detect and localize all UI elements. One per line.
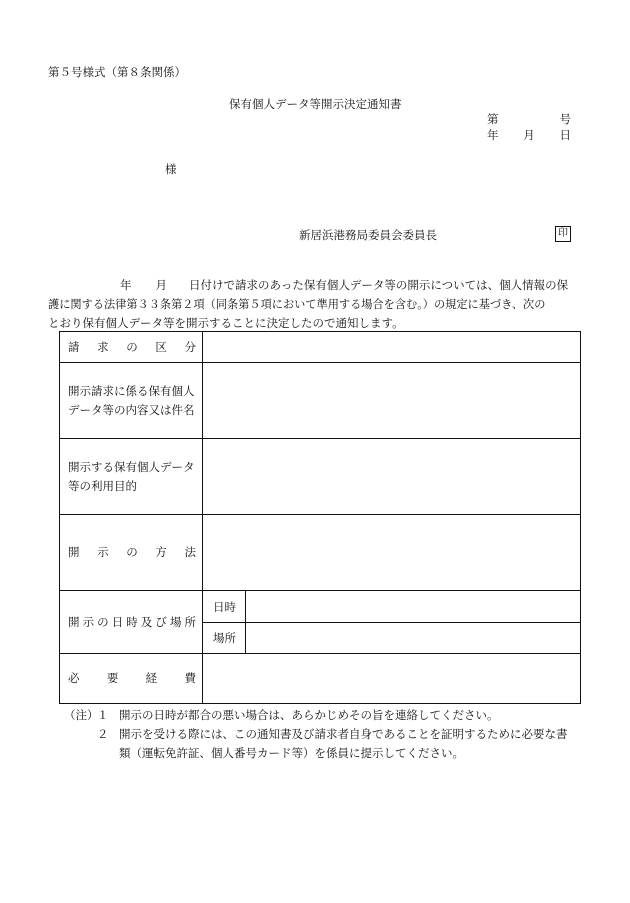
note-number: ２ [97, 727, 109, 741]
row-content [60, 363, 581, 439]
issue-date-month: 月 [523, 128, 535, 142]
document-title: 保有個人データ等開示決定通知書 [229, 97, 402, 111]
issuer-name: 新居浜港務局委員会委員長 [299, 228, 437, 242]
value-content[interactable] [203, 363, 581, 439]
body-line-3: とおり保有個人データ等を開示することに決定したので通知します。 [48, 316, 404, 330]
form-number: 第５号様式（第８条関係） [48, 65, 186, 79]
body-date-year: 年 [120, 278, 132, 292]
label-purpose: 開示する保有個人データ 等の利用目的 [60, 439, 203, 515]
label-datetime-place: 開 示 の 日 時 及 び 場 所 [60, 591, 203, 654]
body-line-1 [48, 276, 583, 295]
seal-mark: 印 [555, 226, 571, 242]
label-cost: 必 要 経 費 [60, 654, 203, 704]
row-method [60, 515, 581, 591]
label-method: 開 示 の 方 法 [60, 515, 203, 591]
row-request-type [60, 332, 581, 363]
sublabel-datetime: 日時 [203, 591, 246, 623]
row-datetime [60, 591, 581, 623]
sublabel-place: 場所 [203, 623, 246, 654]
notes-section [64, 706, 594, 763]
body-line-1-text: 日付けで請求のあった保有個人データ等の開示については、個人情報の保 [189, 278, 569, 292]
value-request-type[interactable] [203, 332, 581, 363]
note-text-continued: 類（運転免許証、個人番号カード等）を係員に提示してください。 [119, 746, 464, 760]
addressee-suffix: 様 [165, 162, 177, 176]
label-request-type: 請 求 の 区 分 [60, 332, 203, 363]
issue-date-day: 日 [559, 128, 571, 142]
value-cost[interactable] [203, 654, 581, 704]
row-cost [60, 654, 581, 704]
issue-date [487, 127, 571, 143]
note-item [64, 706, 594, 725]
note-text: 開示の日時が都合の悪い場合は、あらかじめその旨を連絡してください。 [119, 708, 499, 722]
notification-body [48, 276, 583, 333]
value-purpose[interactable] [203, 439, 581, 515]
disclosure-table [59, 331, 581, 704]
doc-number-suffix: 号 [559, 112, 571, 126]
label-content: 開示請求に係る保有個人 データ等の内容又は件名 [60, 363, 203, 439]
body-line-2: 護に関する法律第３３条第２項（同条第５項において準用する場合を含む。）の規定に基づき、次の [48, 298, 546, 311]
value-datetime[interactable] [246, 591, 581, 623]
row-purpose [60, 439, 581, 515]
body-date-month: 月 [155, 278, 167, 292]
note-item [64, 725, 594, 744]
value-place[interactable] [246, 623, 581, 654]
document-number [487, 111, 571, 127]
note-text: 開示を受ける際には、この通知書及び請求者自身であることを証明するために必要な書 [119, 727, 568, 741]
doc-number-prefix: 第 [487, 112, 499, 126]
note-number: １ [97, 708, 109, 722]
issue-date-year: 年 [487, 128, 499, 142]
value-method[interactable] [203, 515, 581, 591]
notes-prefix: （注） [64, 708, 99, 722]
